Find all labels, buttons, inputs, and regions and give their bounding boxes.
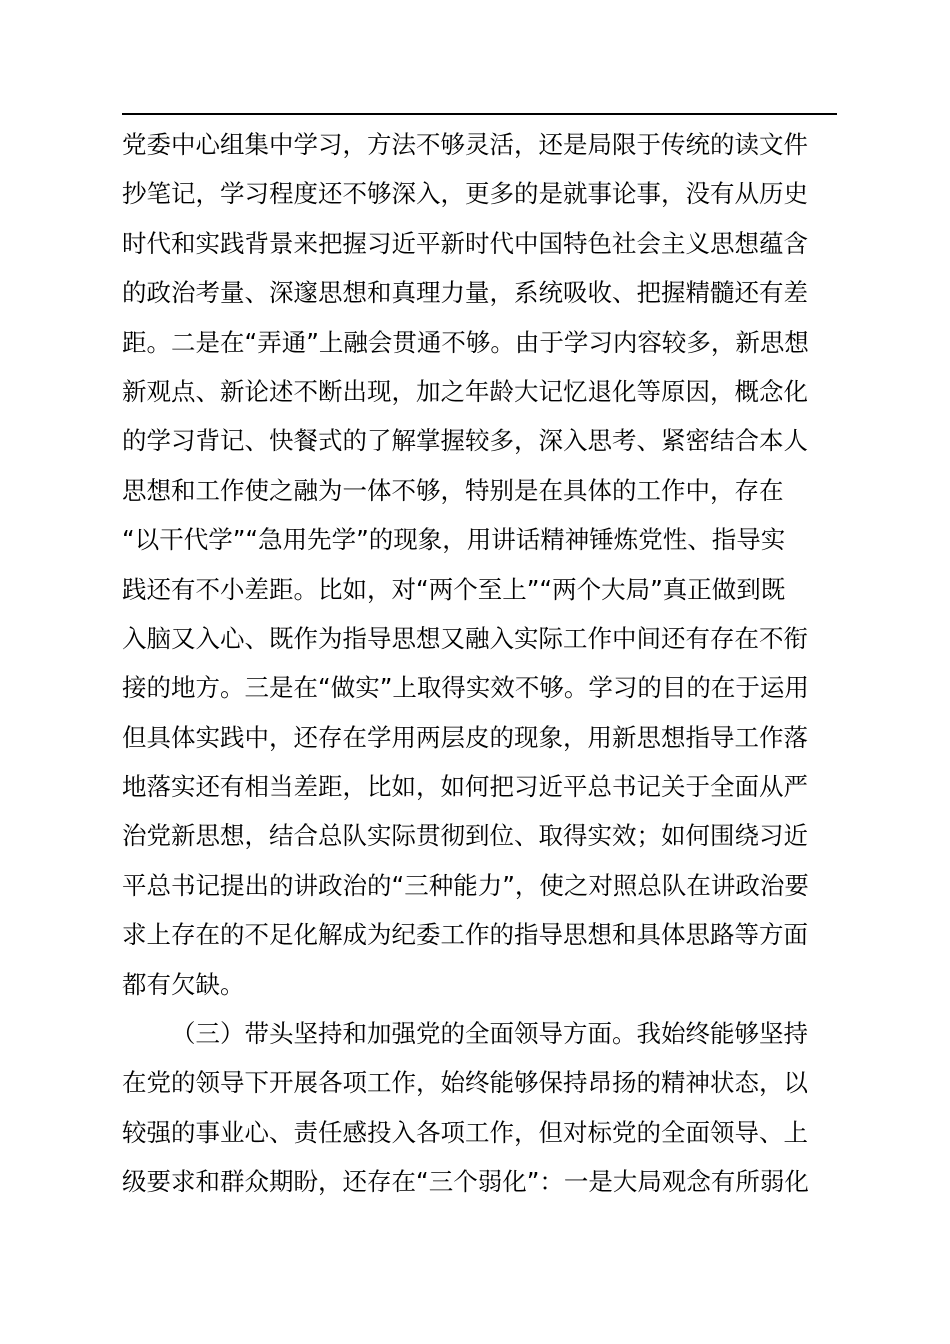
text-line: 的学习背记、快餐式的了解掌握较多，深入思考、紧密结合本人	[122, 426, 808, 456]
text-line: 的政治考量、深邃思想和真理力量，系统吸收、把握精髓还有差	[122, 278, 808, 308]
text-line: “以干代学”“急用先学”的现象，用讲话精神锤炼党性、指导实	[122, 525, 786, 555]
text-line: 党委中心组集中学习，方法不够灵活，还是局限于传统的读文件	[122, 130, 808, 159]
header-rule	[122, 113, 837, 115]
text-line: 求上存在的不足化解成为纪委工作的指导思想和具体思路等方面	[122, 920, 808, 950]
text-line: 思想和工作使之融为一体不够，特别是在具体的工作中，存在	[122, 475, 784, 505]
text-line: 都有欠缺。	[122, 969, 245, 999]
text-line: 入脑又入心、既作为指导思想又融入实际工作中间还有存在不衔	[122, 623, 808, 653]
text-line: 践还有不小差距。比如，对“两个至上”“两个大局”真正做到既	[122, 574, 786, 604]
text-line: 较强的事业心、责任感投入各项工作，但对标党的全面领导、上	[122, 1117, 808, 1147]
text-line: 距。二是在“弄通”上融会贯通不够。由于学习内容较多，新思想	[122, 327, 809, 357]
section-heading-line: （三）带头坚持和加强党的全面领导方面。我始终能够坚持	[171, 1019, 808, 1049]
text-line: 在党的领导下开展各项工作，始终能够保持昂扬的精神状态，以	[122, 1068, 808, 1098]
text-line: 抄笔记，学习程度还不够深入，更多的是就事论事，没有从历史	[122, 179, 808, 209]
document-body	[122, 120, 842, 1207]
text-line: 但具体实践中，还存在学用两层皮的现象，用新思想指导工作落	[122, 722, 808, 752]
text-line: 接的地方。三是在“做实”上取得实效不够。学习的目的在于运用	[122, 673, 809, 703]
text-line: 时代和实践背景来把握习近平新时代中国特色社会主义思想蕴含	[122, 228, 808, 258]
text-line: 平总书记提出的讲政治的“三种能力”，使之对照总队在讲政治要	[122, 870, 809, 900]
text-line: 级要求和群众期盼，还存在“三个弱化”：一是大局观念有所弱化	[122, 1167, 809, 1197]
text-line: 新观点、新论述不断出现，加之年龄大记忆退化等原因，概念化	[122, 376, 808, 406]
text-line: 地落实还有相当差距，比如，如何把习近平总书记关于全面从严	[122, 772, 808, 802]
text-line: 治党新思想，结合总队实际贯彻到位、取得实效；如何围绕习近	[122, 821, 808, 851]
